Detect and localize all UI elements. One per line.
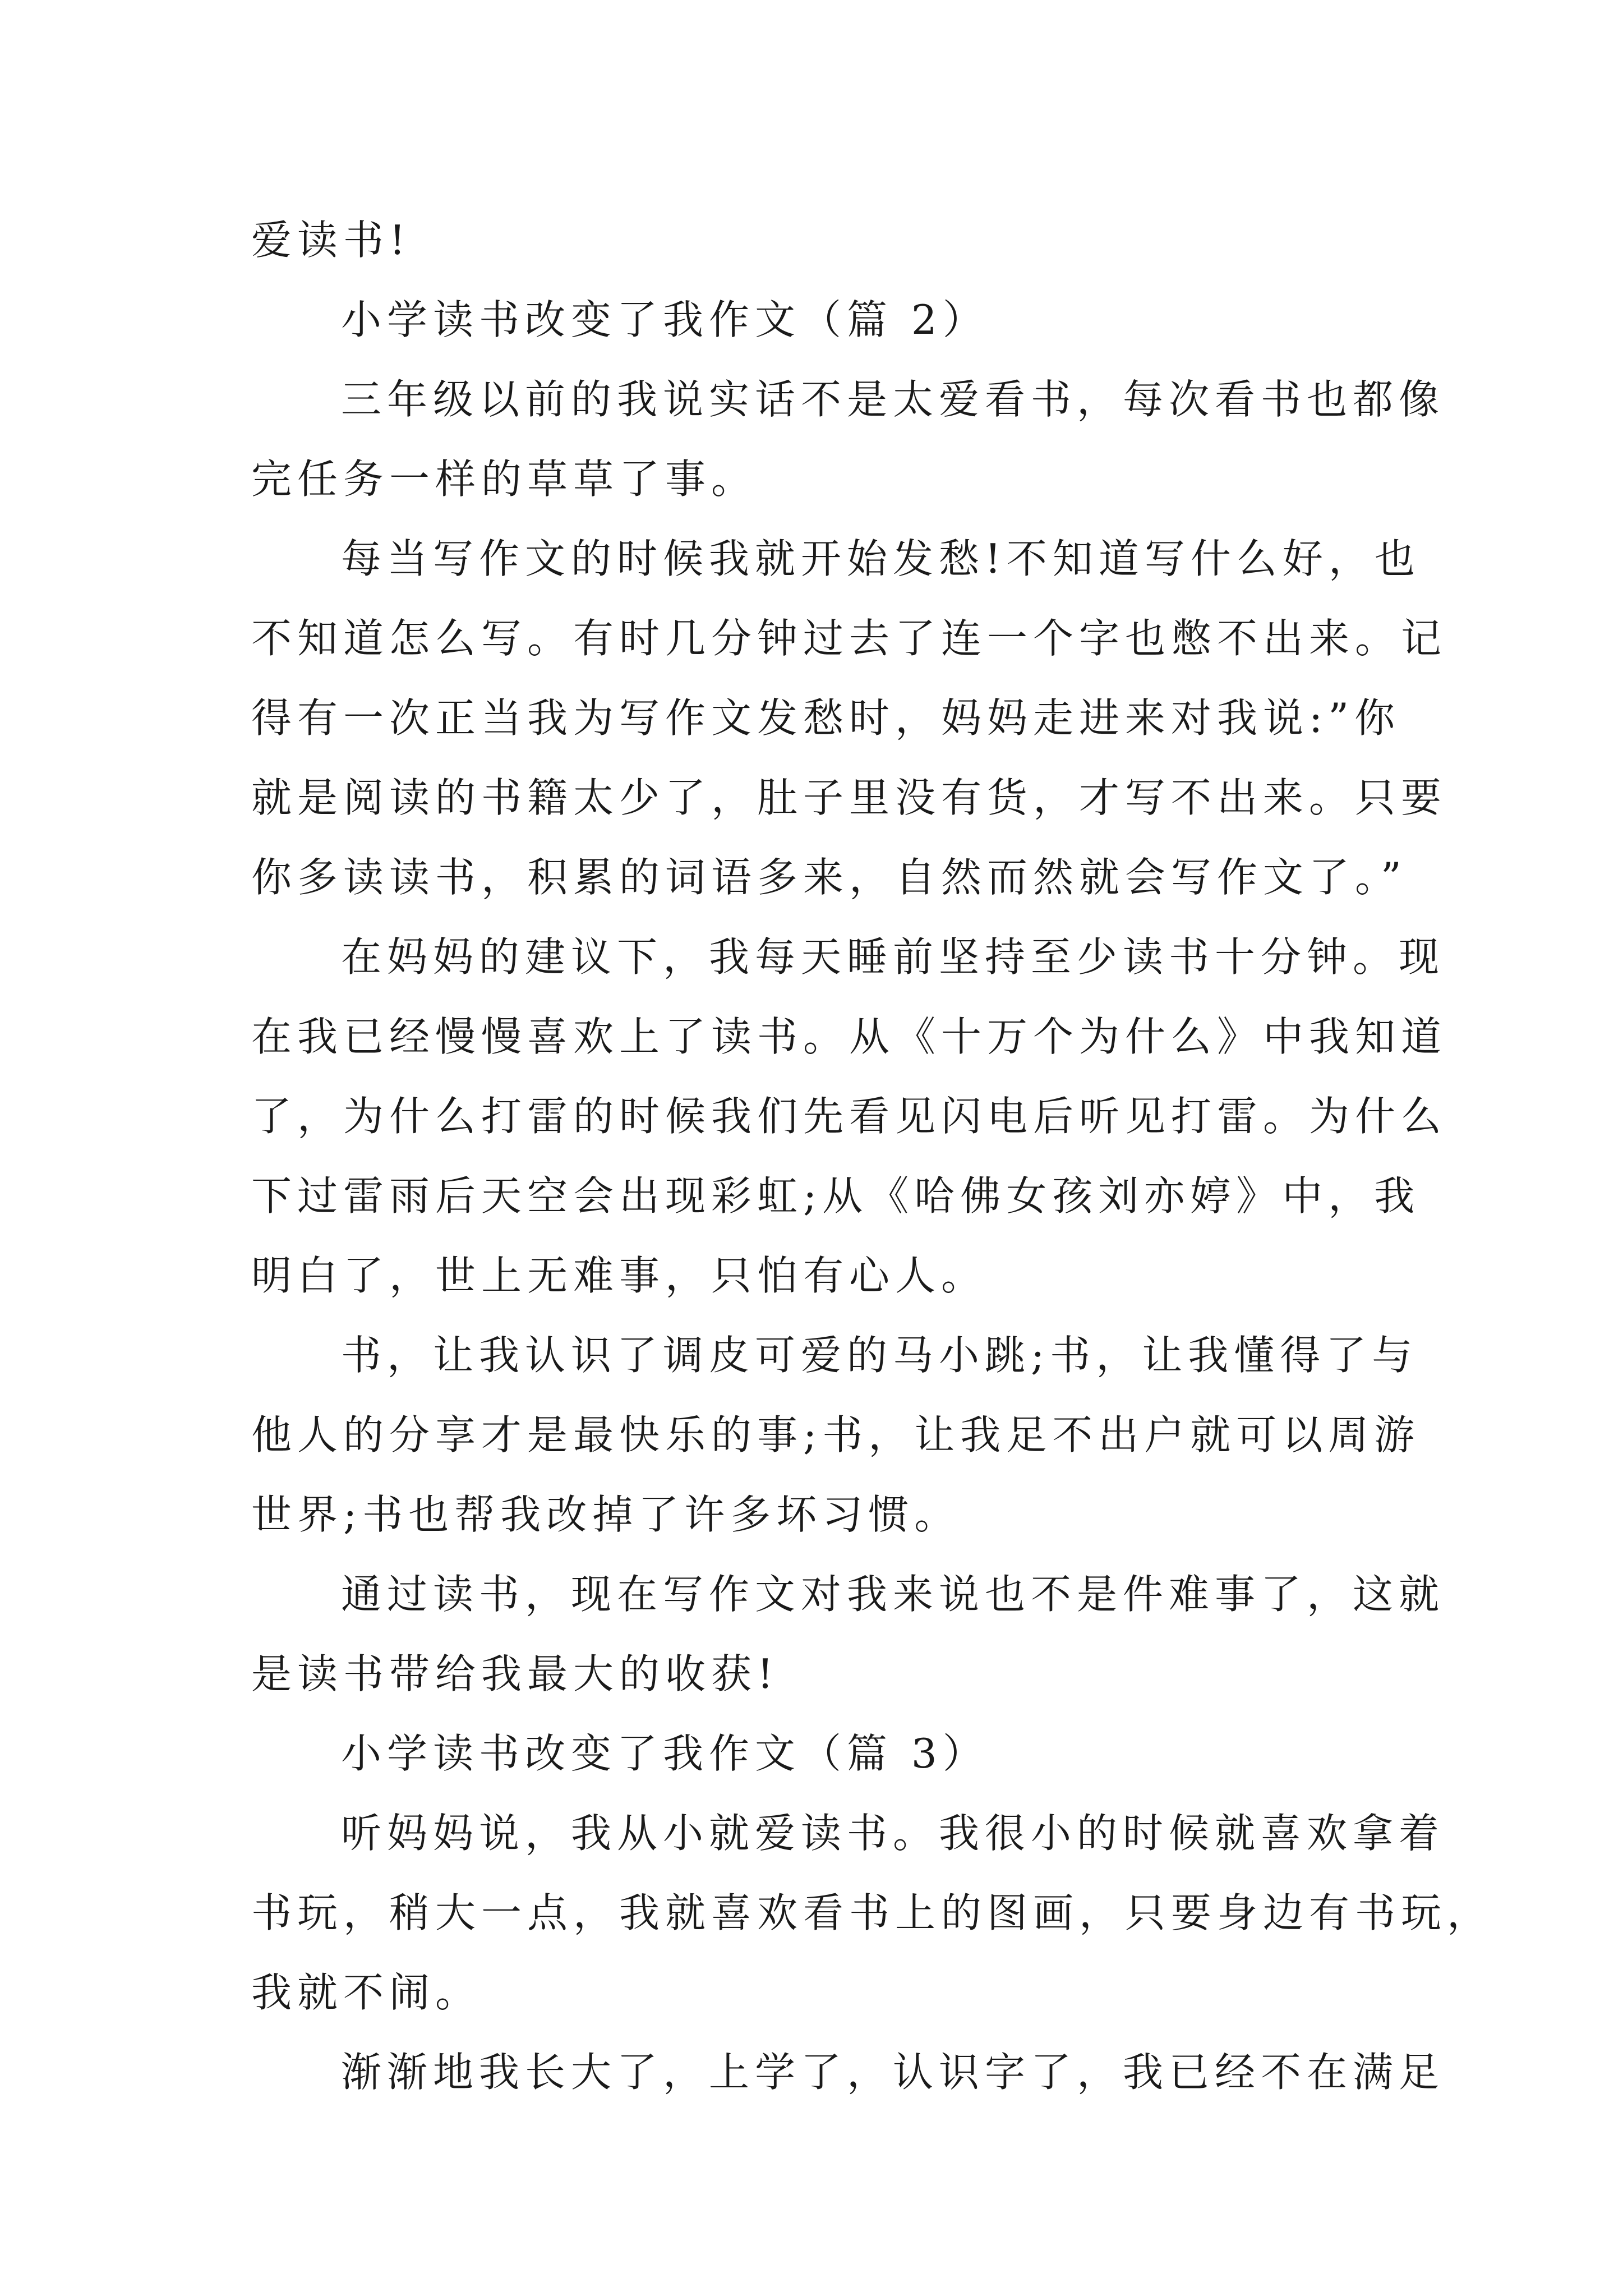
text-line: 爱读书!	[251, 217, 411, 264]
section-heading-2: 小学读书改变了我作文（篇 2）	[341, 296, 989, 343]
text-line: 每当写作文的时候我就开始发愁!不知道写什么好，也	[341, 535, 1421, 582]
text-line: 在妈妈的建议下，我每天睡前坚持至少读书十分钟。现	[341, 933, 1445, 981]
text-line: 明白了，世上无难事，只怕有心人。	[251, 1252, 988, 1299]
text-line: 就是阅读的书籍太少了，肚子里没有货，才写不出来。只要	[251, 774, 1447, 821]
text-line: 在我已经慢慢喜欢上了读书。从《十万个为什么》中我知道	[251, 1013, 1447, 1060]
text-line: 你多读读书，积累的词语多来，自然而然就会写作文了。”	[251, 854, 1407, 901]
text-line: 了，为什么打雷的时候我们先看见闪电后听见打雷。为什么	[251, 1093, 1447, 1140]
text-line: 不知道怎么写。有时几分钟过去了连一个字也憋不出来。记	[251, 615, 1447, 662]
text-line: 渐渐地我长大了，上学了，认识字了，我已经不在满足	[341, 2049, 1445, 2096]
text-line: 书玩，稍大一点，我就喜欢看书上的图画，只要身边有书玩，	[251, 1889, 1493, 1936]
text-line: 是读书带给我最大的收获!	[251, 1650, 779, 1697]
text-line: 我就不闹。	[251, 1969, 482, 2016]
section-heading-3: 小学读书改变了我作文（篇 3）	[341, 1730, 989, 1777]
text-line: 下过雷雨后天空会出现彩虹;从《哈佛女孩刘亦婷》中，我	[251, 1172, 1421, 1220]
text-line: 世界;书也帮我改掉了许多坏习惯。	[251, 1491, 961, 1538]
text-line: 得有一次正当我为写作文发愁时，妈妈走进来对我说:”你	[251, 694, 1401, 742]
text-line: 听妈妈说，我从小就爱读书。我很小的时候就喜欢拿着	[341, 1810, 1445, 1857]
text-line: 他人的分享才是最快乐的事;书，让我足不出户就可以周游	[251, 1411, 1421, 1458]
text-line: 三年级以前的我说实话不是太爱看书，每次看书也都像	[341, 376, 1445, 423]
text-line: 书，让我认识了调皮可爱的马小跳;书，让我懂得了与	[341, 1332, 1418, 1379]
text-line: 完任务一样的草草了事。	[251, 455, 758, 503]
text-line: 通过读书，现在写作文对我来说也不是件难事了，这就	[341, 1571, 1445, 1618]
document-body	[251, 200, 1493, 2112]
